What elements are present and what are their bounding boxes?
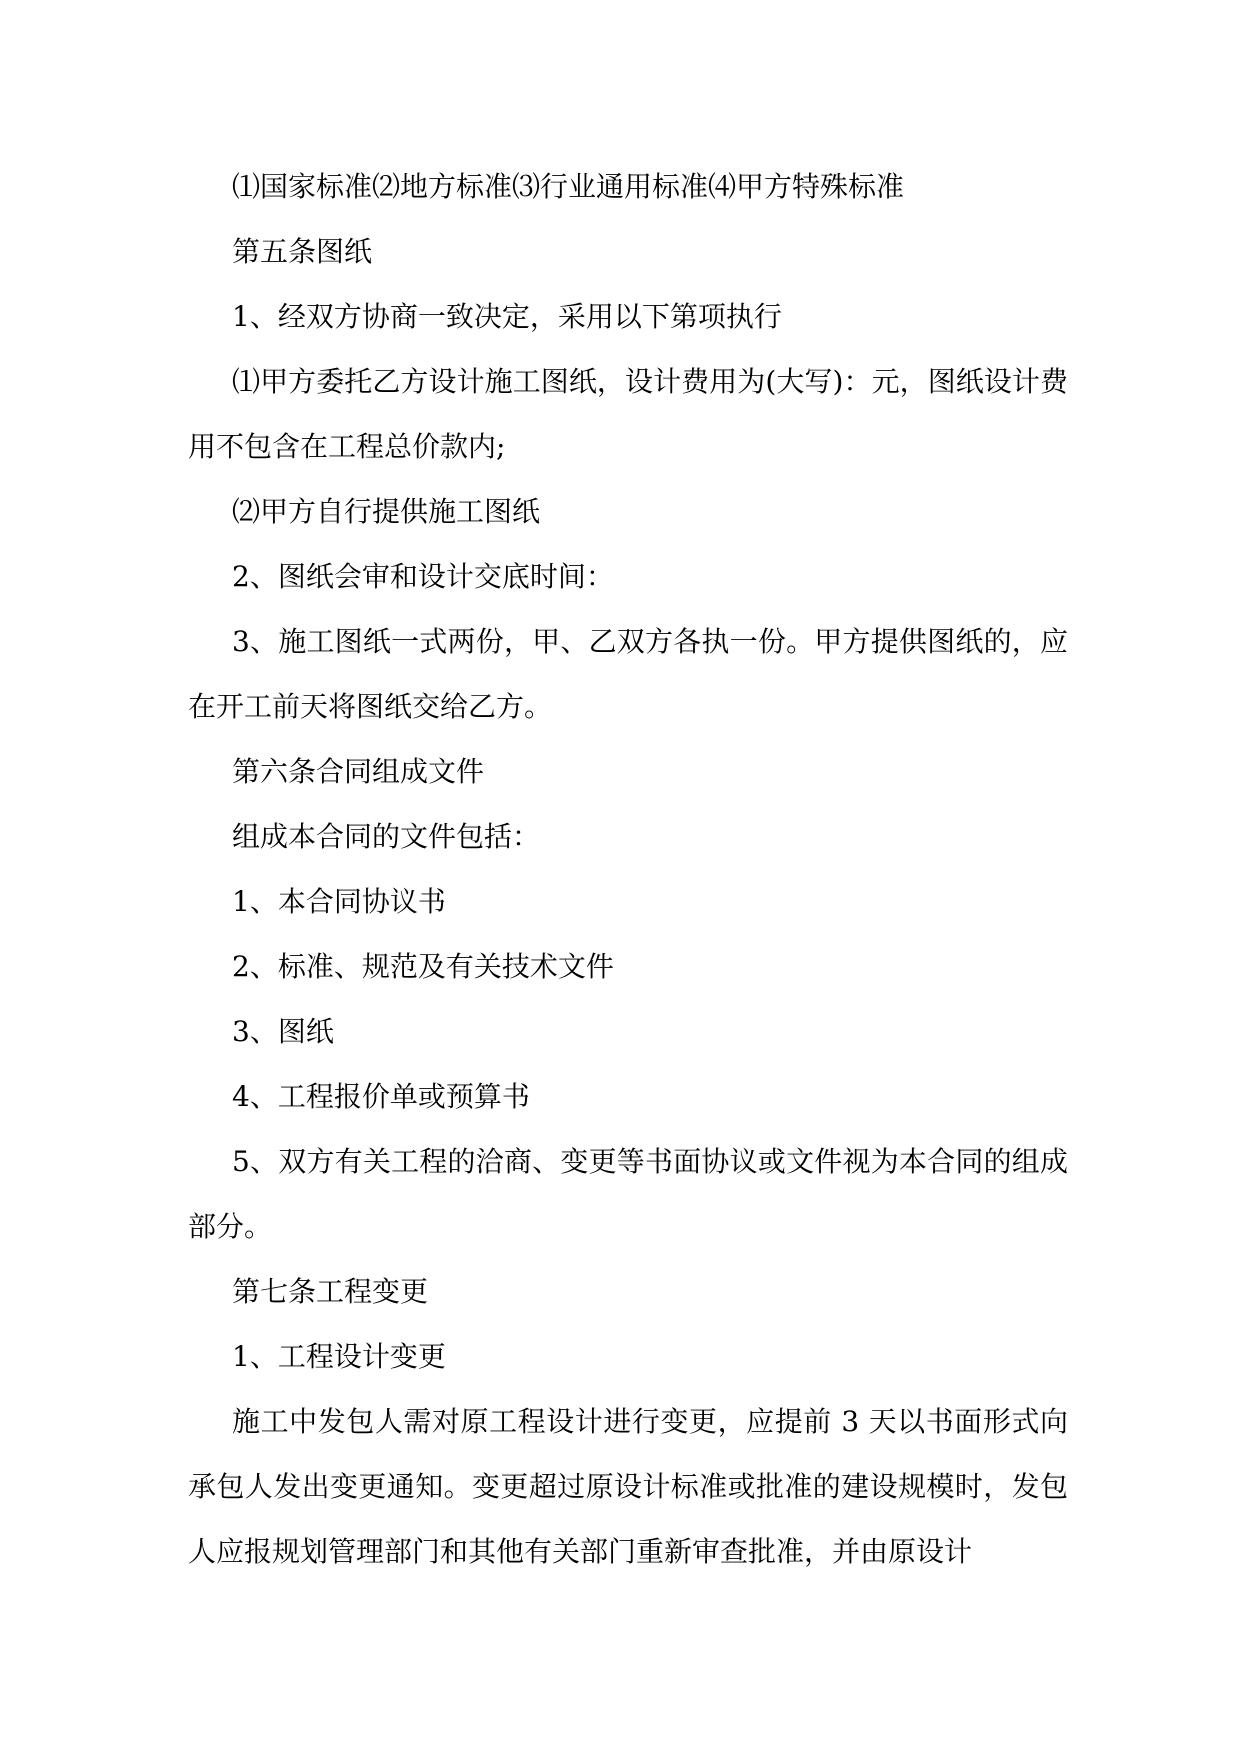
paragraph-article-6-intro: 组成本合同的文件包括： [232, 820, 541, 853]
paragraph-article-6-item-2: 2、标准、规范及有关技术文件 [232, 950, 614, 983]
paragraph-article-5-item-3: 3、施工图纸一式两份，甲、乙双方各执一份。甲方提供图纸的，应在开工前天将图纸交给乙方。 [188, 625, 1068, 723]
paragraph-article-6-item-4: 4、工程报价单或预算书 [232, 1080, 530, 1113]
paragraph-article-6-item-1: 1、本合同协议书 [232, 885, 446, 918]
paragraph-article-6-item-3: 3、图纸 [232, 1015, 334, 1048]
paragraph-article-5-option-2: ⑵甲方自行提供施工图纸 [232, 495, 541, 528]
paragraph-article-5-item-2: 2、图纸会审和设计交底时间： [232, 560, 614, 593]
section-heading-article-6: 第六条合同组成文件 [232, 755, 485, 788]
paragraph-article-7-body: 施工中发包人需对原工程设计进行变更，应提前 3 天以书面形式向承包人发出变更通知。变更超过原设计标准或批准的建设规模时，发包人应报规划管理部门和其他有关部门重新审查批准，并由原设计 [188, 1405, 1068, 1568]
paragraph-article-5-item-1: 1、经双方协商一致决定，采用以下第项执行 [232, 300, 782, 333]
document-body [188, 154, 1068, 1584]
paragraph-article-7-item-1: 1、工程设计变更 [232, 1340, 446, 1373]
section-heading-article-5: 第五条图纸 [232, 235, 373, 268]
paragraph-article-5-option-1: ⑴甲方委托乙方设计施工图纸，设计费用为(大写)：元，图纸设计费用不包含在工程总价款内; [188, 365, 1068, 463]
section-heading-article-7: 第七条工程变更 [232, 1275, 429, 1308]
paragraph-standards-list: ⑴国家标准⑵地方标准⑶行业通用标准⑷甲方特殊标准 [232, 170, 905, 203]
paragraph-article-6-item-5: 5、双方有关工程的洽商、变更等书面协议或文件视为本合同的组成部分。 [188, 1145, 1068, 1243]
